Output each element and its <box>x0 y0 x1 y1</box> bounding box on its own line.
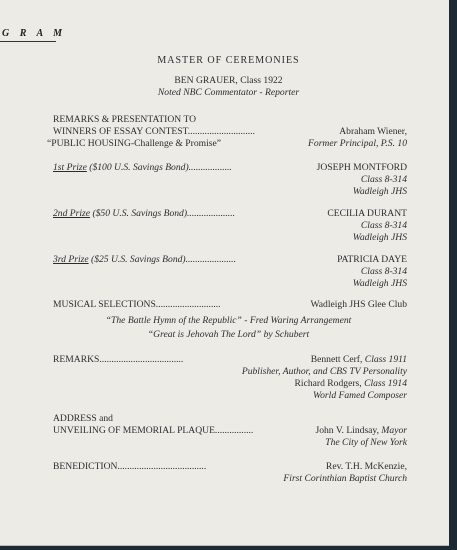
remarks-line: REMARKS................................... <box>53 354 184 365</box>
prize-2-school: Wadleigh JHS <box>352 232 407 243</box>
page-edge <box>0 545 449 546</box>
remarks-second-role: World Famed Composer <box>313 390 407 401</box>
remarks-speaker-class: Class 1911 <box>362 354 407 365</box>
prize-3-class: Class 8-314 <box>360 266 407 277</box>
prize-3-winner: PATRICIA DAYE <box>337 254 407 265</box>
address-line2: UNVEILING OF MEMORIAL PLAQUE................ <box>53 425 254 436</box>
prize-2-class: Class 8-314 <box>360 220 407 231</box>
mc-role: Noted NBC Commentator - Reporter <box>157 87 300 98</box>
musical-performer: Wadleigh JHS Glee Club <box>310 299 407 310</box>
remarks-second-class: Class 1914 <box>361 378 407 389</box>
header-fragment: G R A M <box>2 28 67 39</box>
address-speaker-name: John V. Lindsay, <box>315 425 380 436</box>
song-1: “The Battle Hymn of the Republic” - Fred Waring Arrangement <box>105 315 352 326</box>
remarks-second-speaker <box>295 378 407 390</box>
prize-1-winner: JOSEPH MONTFORD <box>316 162 407 173</box>
prize-2-label: 2nd Prize <box>53 208 91 219</box>
prize-1-school: Wadleigh JHS <box>352 186 407 197</box>
mc-name: BEN GRAUER, Class 1922 <box>174 75 283 86</box>
address-speaker-role: Mayor <box>379 425 407 436</box>
prize-1-line <box>53 162 232 174</box>
presenter-role: Former Principal, P.S. 10 <box>308 138 407 149</box>
essay-topic: “PUBLIC HOUSING-Challenge & Promise” <box>47 138 221 149</box>
remarks-second-name: Richard Rodgers, <box>294 378 362 389</box>
benediction-org: First Corinthian Baptist Church <box>283 473 407 484</box>
header-rule <box>0 41 56 42</box>
prize-1-class: Class 8-314 <box>360 174 407 185</box>
address-speaker <box>315 425 407 437</box>
prize-2-winner: CECILIA DURANT <box>327 208 407 219</box>
presentation-line1: REMARKS & PRESENTATION TO <box>53 114 197 125</box>
prize-2-desc: ($50 U.S. Savings Bond).................... <box>90 208 236 219</box>
musical-line: MUSICAL SELECTIONS........................... <box>53 299 221 310</box>
address-line1: ADDRESS and <box>53 413 113 424</box>
address-speaker-org: The City of New York <box>325 437 407 448</box>
benediction-speaker: Rev. T.H. McKenzie, <box>325 461 407 472</box>
remarks-speaker-role: Publisher, Author, and CBS TV Personality <box>241 366 407 377</box>
remarks-speaker <box>311 354 407 366</box>
remarks-speaker-name: Bennett Cerf, <box>310 354 363 365</box>
prize-3-school: Wadleigh JHS <box>352 278 407 289</box>
prize-1-desc: ($100 U.S. Savings Bond).................. <box>86 162 232 173</box>
prize-1-label: 1st Prize <box>53 162 87 173</box>
section-title: MASTER OF CEREMONIES <box>157 55 300 66</box>
presenter-name: Abraham Wiener, <box>339 126 407 137</box>
song-2: “Great is Jehovah The Lord” by Schubert <box>147 329 310 340</box>
presentation-line2: WINNERS OF ESSAY CONTEST............................ <box>53 126 255 137</box>
prize-3-desc: ($25 U.S. Savings Bond)..................... <box>88 254 236 265</box>
benediction-line: BENEDICTION..................................... <box>53 461 207 472</box>
prize-2-line <box>53 208 235 220</box>
prize-3-label: 3rd Prize <box>53 254 89 265</box>
prize-3-line <box>53 254 236 266</box>
